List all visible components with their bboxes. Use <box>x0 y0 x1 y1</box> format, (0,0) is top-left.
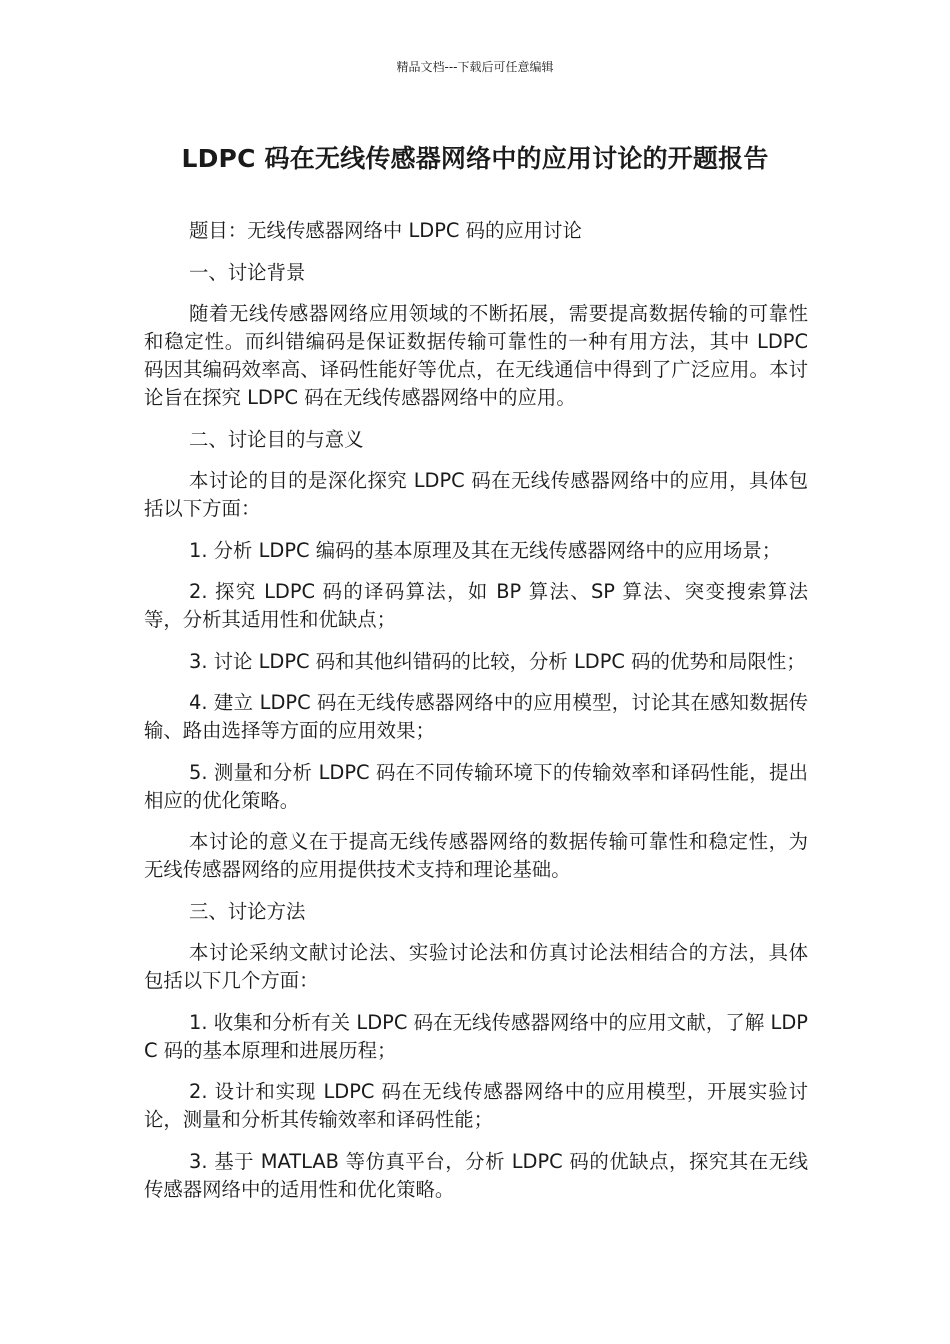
list-item-purpose-4: 4. 建立 LDPC 码在无线传感器网络中的应用模型，讨论其在感知数据传输、路由选择等方面的应用效果； <box>144 691 808 742</box>
list-item-purpose-1: 1. 分析 LDPC 编码的基本原理及其在无线传感器网络中的应用场景； <box>189 538 782 562</box>
paragraph-purpose-intro: 本讨论的目的是深化探究 LDPC 码在无线传感器网络中的应用，具体包括以下方面： <box>144 469 808 520</box>
paragraph-significance: 本讨论的意义在于提高无线传感器网络的数据传输可靠性和稳定性，为无线传感器网络的应用提供技术支持和理论基础。 <box>144 830 808 881</box>
subject-line: 题目：无线传感器网络中 LDPC 码的应用讨论 <box>189 219 582 242</box>
list-item-method-1: 1. 收集和分析有关 LDPC 码在无线传感器网络中的应用文献，了解 LDPC 码的基本原理和进展历程； <box>144 1010 808 1062</box>
list-item-method-2: 2. 设计和实现 LDPC 码在无线传感器网络中的应用模型，开展实验讨论，测量和分析其传输效率和译码性能； <box>144 1080 808 1131</box>
list-item-purpose-5: 5. 测量和分析 LDPC 码在不同传输环境下的传输效率和译码性能，提出相应的优化策略。 <box>144 760 808 812</box>
list-item-method-3: 3. 基于 MATLAB 等仿真平台，分析 LDPC 码的优缺点，探究其在无线传感器网络中的适用性和优化策略。 <box>144 1149 808 1201</box>
section-heading-purpose: 二、讨论目的与意义 <box>189 427 364 451</box>
page-header: 精品文档---下载后可任意编辑 <box>396 60 554 74</box>
section-heading-background: 一、讨论背景 <box>189 260 306 284</box>
document-title: LDPC 码在无线传感器网络中的应用讨论的开题报告 <box>181 144 769 173</box>
document-body <box>144 217 808 1204</box>
paragraph-methods-intro: 本讨论采纳文献讨论法、实验讨论法和仿真讨论法相结合的方法，具体包括以下几个方面： <box>144 941 808 992</box>
list-item-purpose-3: 3. 讨论 LDPC 码和其他纠错码的比较，分析 LDPC 码的优势和局限性； <box>189 649 806 673</box>
section-heading-methods: 三、讨论方法 <box>189 899 306 923</box>
list-item-purpose-2: 2. 探究 LDPC 码的译码算法，如 BP 算法、SP 算法、突变搜索算法等，分析其适用性和优缺点； <box>144 580 808 631</box>
paragraph-background: 随着无线传感器网络应用领域的不断拓展，需要提高数据传输的可靠性和稳定性。而纠错编码是保证数据传输可靠性的一种有用方法，其中 LDPC 码因其编码效率高、译码性能好等优点，在无线通信中得到了广泛应用。本讨论旨在探究 LDPC 码在无线传感器网络中的应用。 <box>144 302 808 409</box>
